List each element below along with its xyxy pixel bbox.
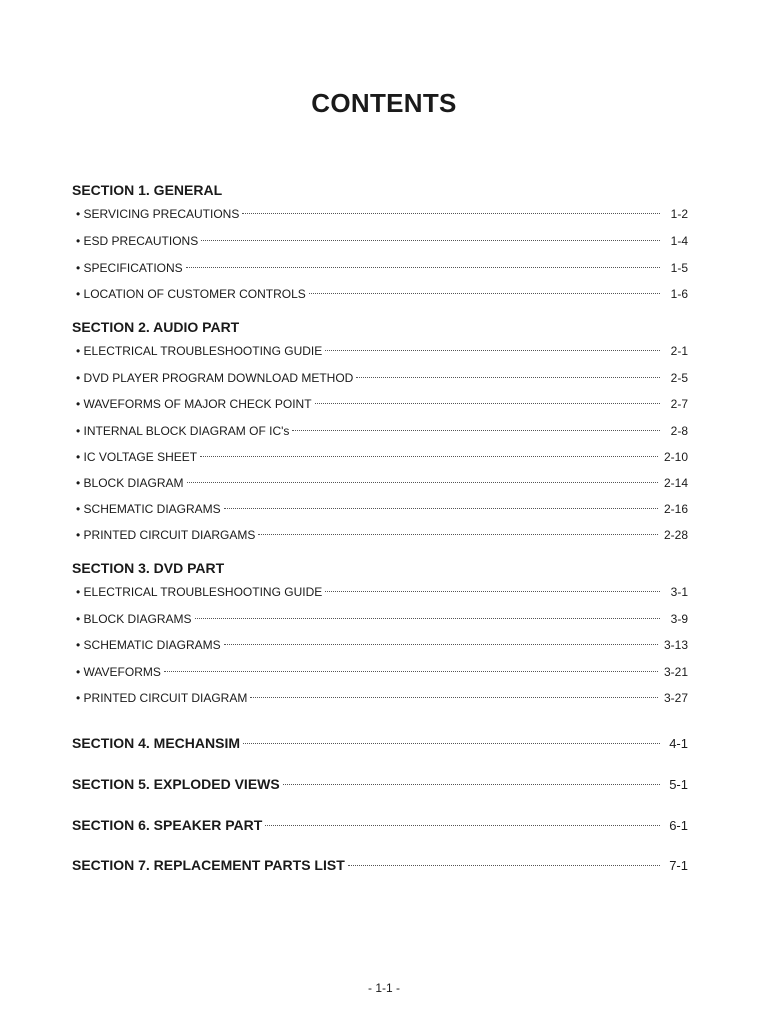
leader-dots: [283, 784, 660, 785]
toc-entry-label: • SCHEMATIC DIAGRAMS: [76, 638, 221, 652]
section-2-heading: SECTION 2. AUDIO PART: [72, 319, 240, 335]
toc-entry-label: • BLOCK DIAGRAMS: [76, 612, 192, 626]
toc-entry-label: • ELECTRICAL TROUBLESHOOTING GUIDE: [76, 585, 323, 599]
toc-entry[interactable]: [76, 664, 688, 680]
toc-entry-label: • SPECIFICATIONS: [76, 261, 183, 275]
leader-dots: [195, 618, 660, 619]
toc-entry-page: 3-21: [663, 665, 688, 679]
toc-entry[interactable]: [76, 370, 688, 386]
toc-section-7[interactable]: [72, 856, 688, 874]
toc-entry-label: • PRINTED CIRCUIT DIARGAMS: [76, 528, 256, 542]
toc-entry[interactable]: [76, 475, 688, 491]
toc-entry-page: 6-1: [669, 818, 688, 833]
toc-entry[interactable]: [76, 611, 688, 627]
toc-entry[interactable]: [76, 637, 688, 653]
toc-entry[interactable]: [76, 449, 688, 465]
leader-dots: [348, 865, 660, 866]
toc-entry[interactable]: [76, 690, 688, 706]
toc-entry-label: • INTERNAL BLOCK DIAGRAM OF IC's: [76, 424, 290, 438]
toc-entry-page: 1-6: [670, 287, 688, 301]
toc-entry-page: 2-1: [670, 344, 688, 358]
section-7-heading: SECTION 7. REPLACEMENT PARTS LIST: [72, 857, 345, 873]
toc-entry-page: 2-14: [663, 476, 688, 490]
section-5-heading: SECTION 5. EXPLODED VIEWS: [72, 776, 280, 792]
toc-section-6[interactable]: [72, 816, 688, 834]
leader-dots: [309, 293, 660, 294]
toc-entry-page: 2-16: [663, 502, 688, 516]
leader-dots: [258, 534, 658, 535]
toc-entry[interactable]: [76, 260, 688, 276]
leader-dots: [265, 825, 660, 826]
toc-entry-page: 1-2: [670, 207, 688, 221]
toc-entry-page: 7-1: [669, 858, 688, 873]
toc-entry[interactable]: [76, 396, 688, 412]
leader-dots: [224, 508, 658, 509]
toc-entry-page: 2-28: [663, 528, 688, 542]
section-3-heading: SECTION 3. DVD PART: [72, 560, 225, 576]
toc-entry-page: 3-13: [663, 638, 688, 652]
toc-entry-page: 1-5: [670, 261, 688, 275]
leader-dots: [224, 644, 658, 645]
toc-section-4[interactable]: [72, 734, 688, 752]
page-title: CONTENTS: [311, 88, 457, 118]
toc-entry-page: 4-1: [669, 736, 688, 751]
leader-dots: [250, 697, 658, 698]
toc-entry-page: 2-7: [670, 397, 688, 411]
page-number: - 1-1 -: [367, 981, 400, 995]
toc-entry[interactable]: [76, 233, 688, 249]
toc-entry-label: • ESD PRECAUTIONS: [76, 234, 199, 248]
toc-section-5[interactable]: [72, 775, 688, 793]
toc-entry[interactable]: [76, 286, 688, 302]
toc-entry-page: 1-4: [670, 234, 688, 248]
toc-entry[interactable]: [76, 584, 688, 600]
leader-dots: [325, 591, 660, 592]
leader-dots: [292, 430, 660, 431]
toc-entry-label: • WAVEFORMS: [76, 665, 161, 679]
toc-entry-label: • IC VOLTAGE SHEET: [76, 450, 198, 464]
toc-entry-page: 2-5: [670, 371, 688, 385]
section-1-heading: SECTION 1. GENERAL: [72, 182, 223, 198]
toc-entry[interactable]: [76, 343, 688, 359]
toc-entry-page: 2-10: [663, 450, 688, 464]
toc-entry-label: • WAVEFORMS OF MAJOR CHECK POINT: [76, 397, 312, 411]
toc-entry-label: • SCHEMATIC DIAGRAMS: [76, 502, 221, 516]
leader-dots: [186, 267, 660, 268]
section-4-heading: SECTION 4. MECHANSIM: [72, 735, 241, 751]
toc-entry-label: • DVD PLAYER PROGRAM DOWNLOAD METHOD: [76, 371, 354, 385]
toc-entry[interactable]: [76, 527, 688, 543]
toc-entry[interactable]: [76, 206, 688, 222]
toc-entry-page: 3-27: [663, 691, 688, 705]
leader-dots: [243, 743, 660, 744]
toc-entry-label: • PRINTED CIRCUIT DIAGRAM: [76, 691, 248, 705]
leader-dots: [164, 671, 658, 672]
toc-entry[interactable]: [76, 501, 688, 517]
toc-entry-page: 3-1: [670, 585, 688, 599]
leader-dots: [200, 456, 658, 457]
toc-entry-label: • LOCATION OF CUSTOMER CONTROLS: [76, 287, 306, 301]
leader-dots: [242, 213, 660, 214]
leader-dots: [325, 350, 660, 351]
toc-entry-label: • ELECTRICAL TROUBLESHOOTING GUDIE: [76, 344, 323, 358]
toc-entry[interactable]: [76, 423, 688, 439]
leader-dots: [356, 377, 660, 378]
toc-entry-page: 5-1: [669, 777, 688, 792]
toc-entry-label: • SERVICING PRECAUTIONS: [76, 207, 240, 221]
toc-entry-page: 2-8: [670, 424, 688, 438]
toc-entry-label: • BLOCK DIAGRAM: [76, 476, 184, 490]
section-6-heading: SECTION 6. SPEAKER PART: [72, 817, 263, 833]
leader-dots: [201, 240, 660, 241]
toc-entry-page: 3-9: [670, 612, 688, 626]
leader-dots: [187, 482, 658, 483]
leader-dots: [315, 403, 660, 404]
